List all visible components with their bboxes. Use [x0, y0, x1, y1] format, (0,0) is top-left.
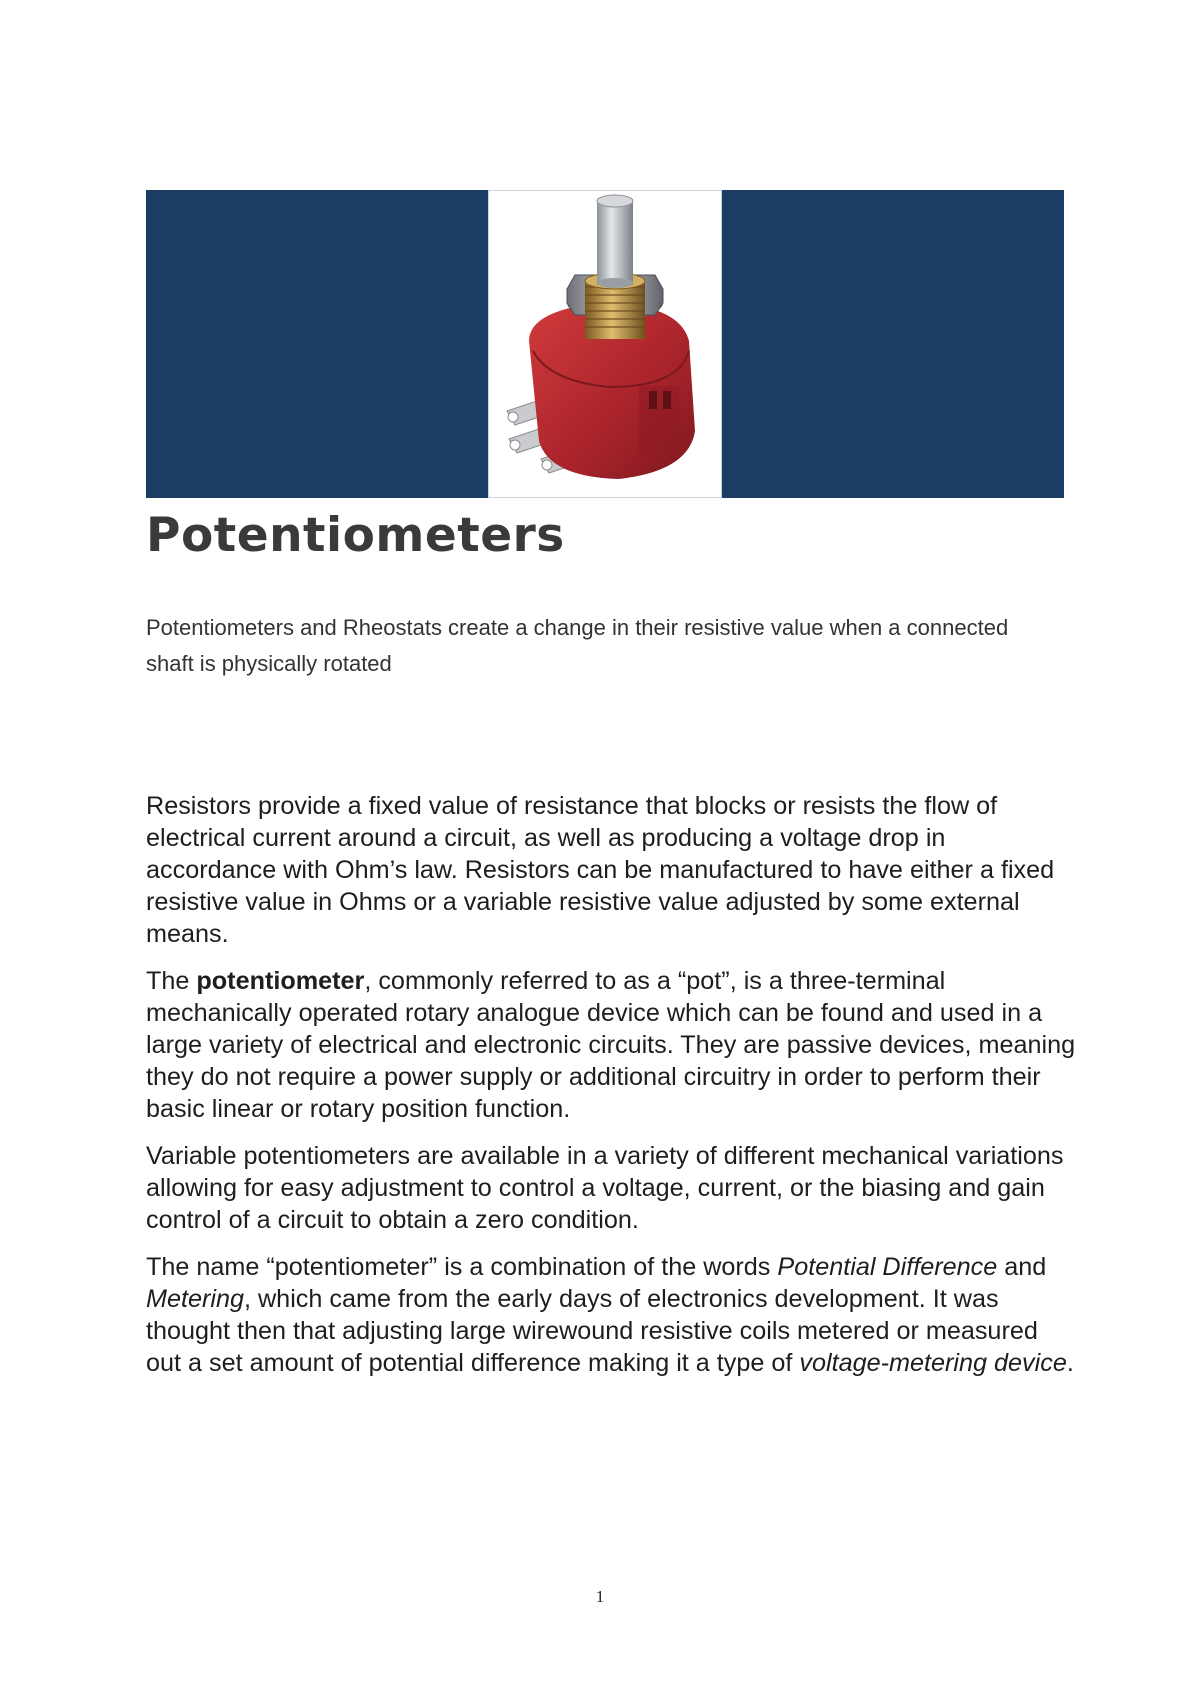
article-body [146, 790, 1076, 1394]
paragraph-variable: Variable potentiometers are available in a variety of different mechanical variations allowing for easy adjustment to control a voltage, current, or the biasing and gain control of a circuit to obtain a zero condition. [146, 1142, 1064, 1234]
paragraph-resistors: Resistors provide a fixed value of resistance that blocks or resists the flow of electrical current around a circuit, as well as producing a voltage drop in accordance with Ohm’s law. Resistors can be manufactured to have either a fixed resistive value in Ohms or a variable resistive value adjusted by some external means. [146, 792, 1055, 948]
text-run: and [997, 1253, 1047, 1281]
paragraph-potentiometer [146, 965, 1076, 1125]
italic-term: Potential Difference [777, 1253, 998, 1281]
text-run: . [1066, 1349, 1074, 1377]
text-run: The [146, 967, 197, 995]
bold-term: potentiometer [196, 967, 365, 995]
text-run: , commonly referred to as a “pot”, is a three-terminal mechanically operated rotary analogue device which can be found and used in a large variety of electrical and electronic circuits. They are passive devices, meaning they do not require a power supply or additional circuitry in order to perform their basic linear or rotary position function. [146, 967, 1076, 1123]
text-run: , which came from the early days of electronics development. It was thought then that adjusting large wirewound resistive coils metered or measured out a set amount of potential difference making it a type of [146, 1285, 1038, 1377]
potentiometer-photo [488, 190, 722, 498]
italic-term: Metering [146, 1285, 244, 1313]
text-run: The name “potentiometer” is a combination of the words [146, 1253, 778, 1281]
italic-term: voltage-metering device [799, 1349, 1067, 1377]
subtitle: Potentiometers and Rheostats create a change in their resistive value when a connected shaft is physically rotated [146, 615, 1009, 676]
page-number: 1 [595, 1587, 605, 1606]
header-banner [146, 190, 1064, 498]
page-title: Potentiometers [146, 508, 565, 563]
paragraph-name-origin [146, 1251, 1076, 1379]
